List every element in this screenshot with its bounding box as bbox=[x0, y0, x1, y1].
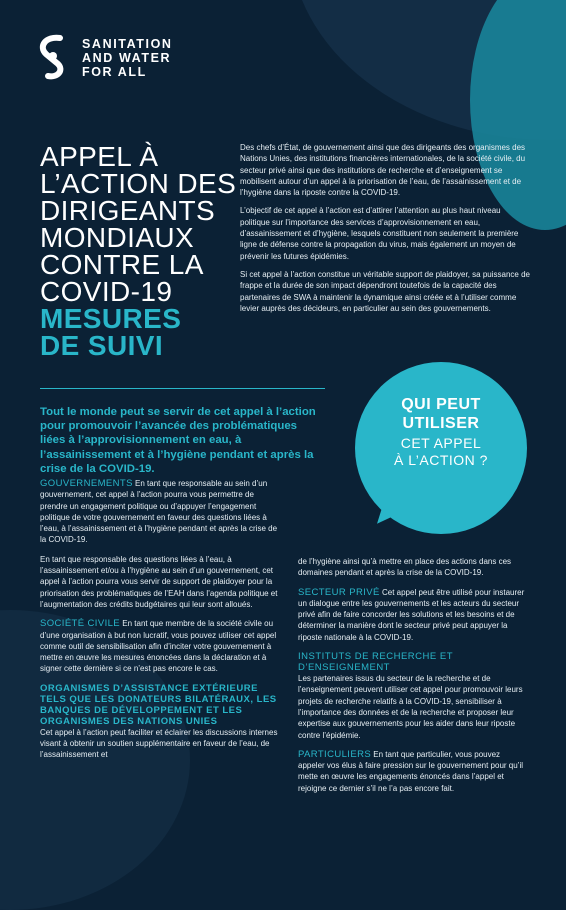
page-title bbox=[40, 143, 240, 359]
title-line-1: APPEL À bbox=[40, 141, 159, 172]
title-line-2: L’ACTION DES bbox=[40, 168, 237, 199]
heading-external-assistance: ORGANISMES D’ASSISTANCE EXTÉRIEURE TELS QUE LES DONATEURS BILATÉRAUX, LES BANQUES DE DÉVELOPPEMENT ET LES ORGANISMES DES NATIONS UNIES bbox=[40, 682, 277, 727]
divider bbox=[40, 388, 325, 389]
text-governments-2: En tant que responsable des questions liées à l’eau, à l’assainissement et/ou à l’hygiène au sein d’un gouvernement, cet appel à l’action pourra vous servir de support de plaidoyer pour la priorisation des problématiques de l’EAH dans l’agenda politique et l’augmentation des crédits budgétaires qui leur sont alloués. bbox=[40, 554, 278, 609]
bubble-light-line-1: CET APPEL bbox=[400, 435, 482, 451]
section-civil-society bbox=[40, 618, 280, 674]
speech-bubble-text bbox=[362, 395, 520, 469]
title-line-6: COVID-19 bbox=[40, 276, 173, 307]
swa-logo-icon bbox=[36, 34, 70, 82]
section-governments bbox=[40, 478, 280, 546]
intro-paragraph-1: Des chefs d’État, de gouvernement ainsi que des dirigeants des organismes des Nations Unies, des institutions financières internationales, de la société civile, du secteur privé ainsi que des institutions de recherche et d’enseignement se mobilisent autour d’un appel à la priorisation de l’eau, de l’assainissement et de l’hygiène dans la riposte contre la COVID-19. bbox=[240, 143, 526, 198]
intro-paragraph-3: Si cet appel à l’action constitue un véritable support de plaidoyer, sa puissance de frappe et la durée de son impact dépendront toutefois de la capacité des partenaires de SWA à maintenir la dynamique ainsi créée et à l’utiliser comme levier auprès des décideurs, en particulier au sein des gouvernements. bbox=[240, 269, 530, 313]
title-line-3: DIRIGEANTS bbox=[40, 195, 216, 226]
heading-individuals: PARTICULIERS bbox=[298, 748, 372, 760]
text-research: Les partenaires issus du secteur de la recherche et de l’enseignement peuvent utiliser cet appel pour promouvoir leurs projets de recherche relatifs à la COVID-19, sensibiliser à l’importance des données et de la recherche et proposer leur expertise aux gouvernements pour les aider dans leur riposte contre l’épidémie. bbox=[298, 674, 523, 740]
lead-paragraph: Tout le monde peut se servir de cet appel à l’action pour promouvoir l’avancée des problématiques liées à l’approvisionnement en eau, à l’assainissement et à l’hygiène pendant et après la crise de la COVID-19. bbox=[40, 406, 316, 475]
heading-civil-society: SOCIÉTÉ CIVILE bbox=[40, 618, 121, 630]
text-private-sector: Cet appel peut être utilisé pour instaurer un dialogue entre les gouvernements et les acteurs du secteur privé afin de faire concorder les solutions et les besoins et de déterminer la manière dont le secteur privé peut appuyer la riposte nationale à la COVID-19. bbox=[298, 587, 525, 642]
left-column bbox=[40, 478, 280, 761]
title-line-4: MONDIAUX bbox=[40, 222, 195, 253]
section-private-sector bbox=[298, 587, 528, 643]
title-accent-line-1: MESURES bbox=[40, 303, 182, 334]
title-line-5: CONTRE LA bbox=[40, 249, 204, 280]
title-accent-line-2: DE SUIVI bbox=[40, 330, 164, 361]
intro-paragraph-2: L’objectif de cet appel à l’action est d’attirer l’attention au plus haut niveau politique sur l’importance des services d’approvisionnement en eau, d’assainissement et d’hygiène, lesquels constituent non seulement la première ligne de défense contre la propagation du virus, mais également un moyen de prévenir les futures épidémies. bbox=[240, 206, 519, 261]
section-individuals bbox=[298, 749, 528, 794]
heading-governments: GOUVERNEMENTS bbox=[40, 478, 133, 489]
text-individuals: En tant que particulier, vous pouvez appeler vos élus à faire pression sur le gouvernement pour qu’il mette en œuvre les engagements énoncés dans l’appel et rejoigne ce dernier s’il ne l’a pas encore fait. bbox=[298, 749, 524, 793]
bubble-bold-line-2: UTILISER bbox=[402, 415, 480, 432]
heading-private-sector: SECTEUR PRIVÉ bbox=[298, 586, 380, 598]
bubble-bold-line-1: QUI PEUT bbox=[401, 396, 481, 413]
right-column bbox=[298, 556, 528, 802]
logo-line-2: AND WATER bbox=[82, 51, 172, 65]
bubble-light-line-2: À L’ACTION ? bbox=[394, 452, 488, 468]
heading-research: INSTITUTS DE RECHERCHE ET D’ENSEIGNEMENT bbox=[298, 651, 453, 674]
text-external-assistance: Cet appel à l’action peut faciliter et éclairer les discussions internes visant à obtenir un soutien supplémentaire en faveur de l’eau, de l’assainissement et bbox=[40, 727, 278, 760]
logo-wordmark bbox=[82, 37, 173, 79]
logo-line-1: SANITATION bbox=[82, 37, 173, 51]
text-governments: En tant que responsable au sein d’un gouvernement, cet appel à l’action pourra vous permettre de prendre un engagement politique ou d’appuyer l’engagement politique de votre gouvernement en faveur des questions liées à l’eau, à l’assainissement et à l’hygiène pendant et après la crise de la COVID-19. bbox=[40, 479, 278, 545]
text-civil-society: En tant que membre de la société civile ou d’une organisation à but non lucratif, vous pouvez utiliser cet appel comme outil de sensibilisation afin d’inciter votre gouvernement à mettre en œuvre les mesures énoncées dans la déclaration et à signer cette dernière si ce n’est pas encore le cas. bbox=[40, 619, 277, 674]
swa-logo bbox=[36, 34, 173, 82]
logo-line-3: FOR ALL bbox=[82, 65, 147, 79]
section-research bbox=[298, 651, 528, 741]
section-external-assistance bbox=[40, 683, 280, 761]
text-external-assistance-continued: de l’hygiène ainsi qu’à mettre en place des actions dans ces domaines pendant et après la crise de la COVID-19. bbox=[298, 557, 512, 578]
intro-text bbox=[240, 142, 530, 321]
